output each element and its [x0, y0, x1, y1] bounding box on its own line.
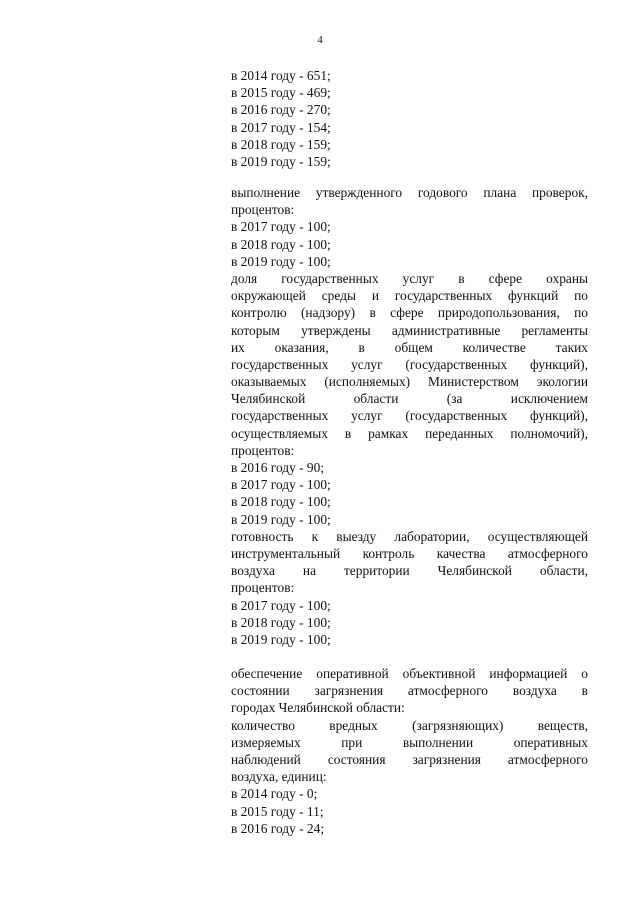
indicator-text-line: измеряемых при выполнении оперативных	[231, 734, 588, 750]
unit-line: процентов:	[231, 442, 295, 458]
indicator-text-line: государственных услуг (государственных функций),	[231, 408, 588, 424]
year-value-line: в 2015 году - 11;	[231, 803, 324, 819]
year-value-line: в 2017 году - 100;	[231, 597, 331, 613]
year-value-line: в 2015 году - 469;	[231, 85, 331, 101]
indicator-text-line: их оказания, в общем количестве таких	[231, 339, 588, 355]
year-value-line: в 2019 году - 159;	[231, 153, 331, 169]
indicator-text-line: обеспечение оперативной объективной информацией о	[231, 666, 588, 681]
year-value-line: в 2017 году - 100;	[231, 219, 331, 235]
year-value-line: в 2019 году - 100;	[231, 253, 331, 269]
indicator-section-3	[231, 665, 588, 837]
year-value-line: в 2014 году - 0;	[231, 786, 318, 802]
indicator-text-line: городах Челябинской области:	[231, 700, 405, 716]
year-value-line: в 2019 году - 100;	[231, 511, 331, 527]
indicator-text-line: Челябинской области (за исключением	[231, 391, 588, 407]
year-value-line: в 2018 году - 100;	[231, 614, 331, 630]
year-value-line: в 2016 году - 24;	[231, 820, 325, 836]
page-number: 4	[317, 34, 323, 46]
indicator-text-line: оказываемых (исполняемых) Министерством экологии	[231, 374, 588, 390]
indicator-text-line: состоянии загрязнения атмосферного воздуха в	[231, 683, 588, 699]
indicator-text-line: государственных услуг (государственных функций),	[231, 356, 588, 372]
indicator-text-line: инструментальный контроль качества атмосферного	[231, 545, 588, 561]
year-value-line: в 2016 году - 270;	[231, 102, 331, 118]
year-value-line: в 2018 году - 100;	[231, 494, 331, 510]
indicator-text-line: выполнение утвержденного годового плана проверок,	[231, 185, 588, 200]
indicator-text-line: которым утверждены административные регламенты	[231, 322, 588, 338]
indicator-text-line: доля государственных услуг в сфере охраны	[231, 270, 588, 286]
year-value-line: в 2017 году - 154;	[231, 119, 331, 135]
year-value-line: в 2016 году - 90;	[231, 460, 325, 475]
indicator-text-line: окружающей среды и государственных функций по	[231, 288, 588, 304]
unit-line: процентов:	[231, 202, 295, 218]
year-value-line: в 2018 году - 100;	[231, 236, 331, 252]
year-value-line: в 2014 году - 651;	[231, 68, 331, 83]
indicator-text-line: готовность к выезду лаборатории, осуществляющей	[231, 528, 588, 544]
year-value-line: в 2019 году - 100;	[231, 631, 331, 647]
indicator-text-line: осуществляемых в рамках переданных полномочий),	[231, 425, 588, 441]
indicator-values-block-1	[231, 67, 588, 170]
indicator-text-line: количество вредных (загрязняющих) веществ,	[231, 717, 588, 733]
year-value-line: в 2017 году - 100;	[231, 477, 331, 493]
indicator-text-line: наблюдений состояния загрязнения атмосферного	[231, 751, 588, 767]
year-value-line: в 2018 году - 159;	[231, 136, 331, 152]
indicator-section-2	[231, 184, 588, 648]
indicator-text-line: воздуха на территории Челябинской области,	[231, 563, 588, 579]
unit-line: воздуха, единиц:	[231, 769, 327, 785]
indicator-text-line: контролю (надзору) в сфере природопользования, по	[231, 305, 588, 321]
unit-line: процентов:	[231, 580, 295, 596]
